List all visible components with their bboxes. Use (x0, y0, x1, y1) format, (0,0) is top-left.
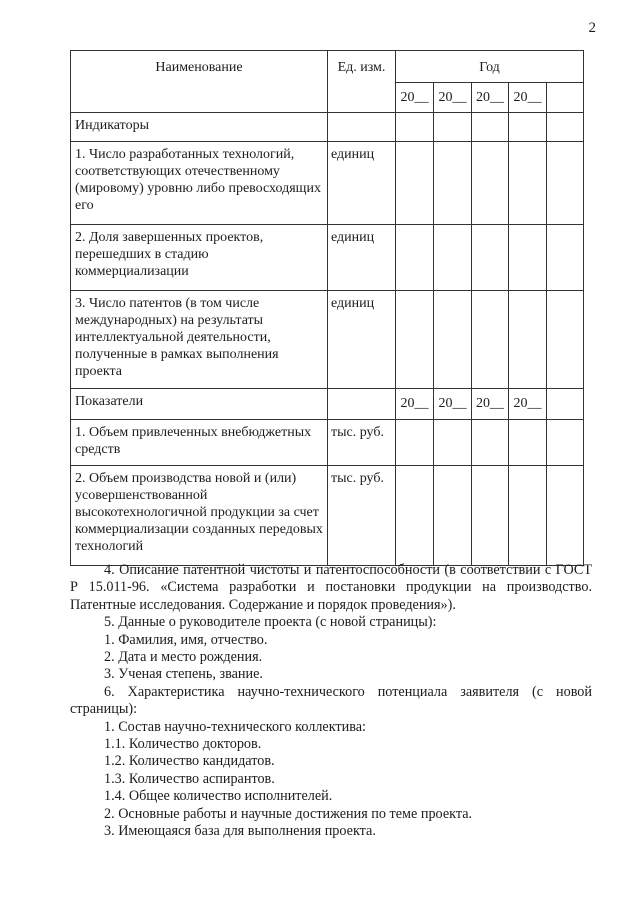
metric-name: 1. Объем привлеченных внебюджетных средств (71, 420, 328, 466)
year-cell: 20__ (396, 83, 434, 113)
section-metrics: Показатели (71, 389, 328, 420)
indicator-name: 1. Число разработанных технологий, соответствующих отечественному (мировому) уровню либо превосходящих его (71, 142, 328, 225)
year-cell (547, 83, 584, 113)
list-item: 1.1. Количество докторов. (104, 736, 262, 753)
metric-unit: тыс. руб. (328, 420, 396, 466)
indicators-table (70, 50, 584, 566)
paragraph-leader: 5. Данные о руководителе проекта (с новой страницы): (104, 614, 437, 631)
list-item: 1.4. Общее количество исполнителей. (104, 788, 333, 805)
indicator-unit: единиц (328, 291, 396, 389)
list-item: 3. Имеющаяся база для выполнения проекта. (104, 823, 376, 840)
year-cell: 20__ (509, 389, 547, 420)
year-cell: 20__ (472, 389, 509, 420)
list-item: 1.2. Количество кандидатов. (104, 753, 275, 770)
year-cell: 20__ (509, 83, 547, 113)
paragraph-patent: 4. Описание патентной чистоты и патентоспособности (в соответствии с ГОСТ Р 15.011-96. «Система разработки и постановки продукции на производство. Патентные исследования. Содержание и порядок проведения»). (70, 562, 592, 613)
year-cell: 20__ (434, 83, 472, 113)
indicator-unit: единиц (328, 142, 396, 225)
metric-unit: тыс. руб. (328, 466, 396, 566)
header-year: Год (396, 51, 584, 83)
section-indicators: Индикаторы (71, 113, 328, 142)
list-item: 1. Состав научно-технического коллектива: (104, 718, 366, 735)
list-item: 3. Ученая степень, звание. (104, 666, 263, 683)
list-item: 1. Фамилия, имя, отчество. (104, 631, 268, 648)
header-unit: Ед. изм. (328, 51, 396, 113)
list-item: 2. Основные работы и научные достижения по теме проекта. (104, 805, 473, 822)
metric-name: 2. Объем производства новой и (или) усовершенствованной высокотехнологичной продукции за счет коммерциализации созданных передовых технологий (71, 466, 328, 566)
indicator-name: 3. Число патентов (в том числе международных) на результаты интеллектуальной деятельности, полученные в рамках выполнения проекта (71, 291, 328, 389)
indicator-unit: единиц (328, 225, 396, 291)
paragraph-potential: 6. Характеристика научно-технического потенциала заявителя (с новой страницы): (70, 683, 592, 718)
list-item: 1.3. Количество аспирантов. (104, 770, 275, 787)
indicator-name: 2. Доля завершенных проектов, перешедших в стадию коммерциализации (71, 225, 328, 291)
body-text (70, 562, 592, 841)
list-item: 2. Дата и место рождения. (104, 649, 263, 666)
year-cell (547, 389, 584, 420)
year-cell: 20__ (434, 389, 472, 420)
year-cell: 20__ (472, 83, 509, 113)
header-name: Наименование (71, 51, 328, 113)
year-cell: 20__ (396, 389, 434, 420)
page-number: 2 (588, 20, 596, 36)
